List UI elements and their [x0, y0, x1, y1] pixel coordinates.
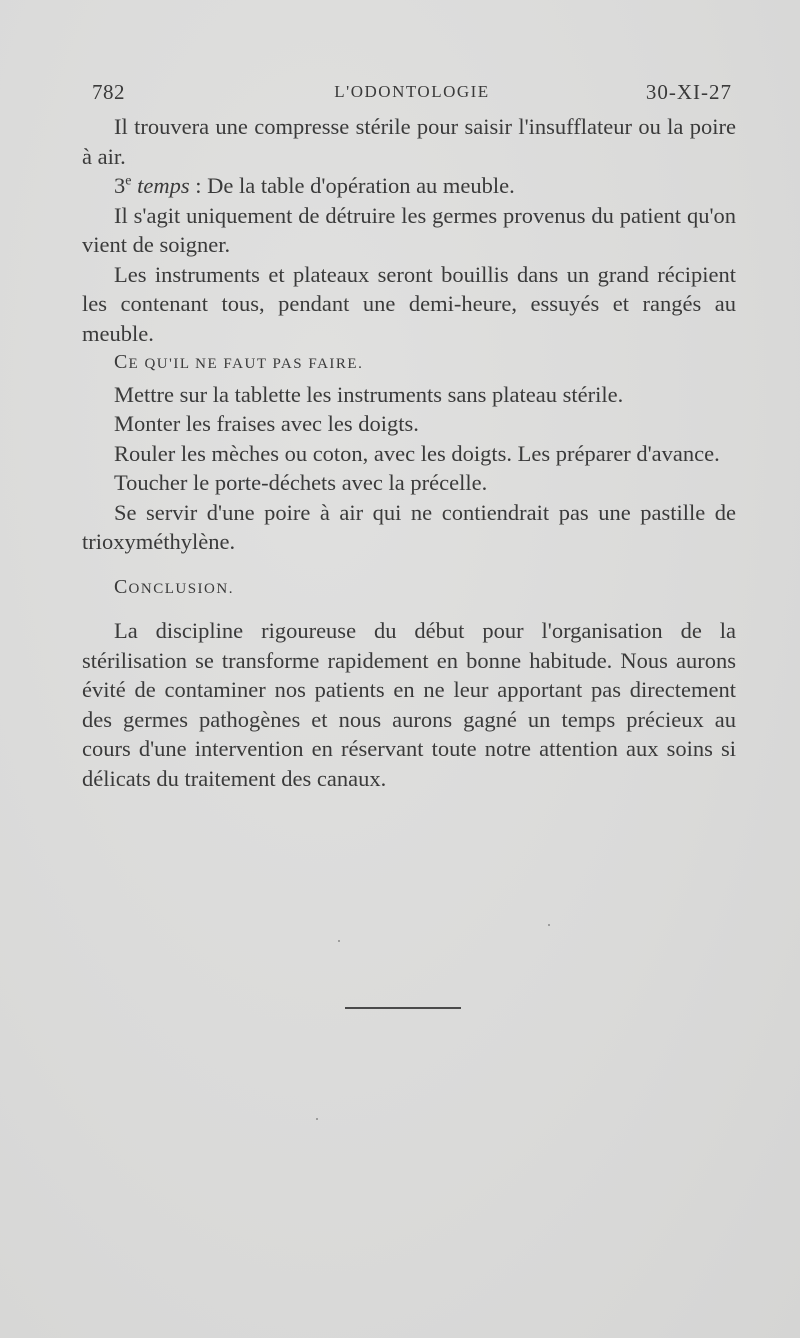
list-item: Monter les fraises avec les doigts. — [114, 411, 419, 436]
paper-speck — [316, 1118, 318, 1120]
running-head — [92, 80, 732, 110]
step-label: temps — [137, 173, 190, 198]
paragraph: Il s'agit uniquement de détruire les germes provenus du patient qu'on vient de soigner. — [82, 202, 736, 257]
section-heading-what-not-to-do: CE QU'IL NE FAUT PAS FAIRE. — [114, 351, 364, 373]
list-item: Mettre sur la tablette les instruments sans plateau stérile. — [114, 381, 624, 407]
journal-title: L'ODONTOLOGIE — [334, 82, 490, 101]
conclusion-paragraph: La discipline rigoureuse du début pour l'organisation de la stérilisation se transforme rapidement en bonne habitude. Nous aurons évité de contaminer nos patients en ne leur apportant pas directement des germes pathogènes et nous aurons gagné un temps précieux au cours d'une intervention en réservant toute notre attention aux soins si délicats du traitement des canaux. — [82, 618, 736, 791]
paragraph: Les instruments et plateaux seront bouillis dans un grand récipient les contenant tous, pendant une demi-heure, essuyés et rangés au meuble. — [82, 261, 736, 346]
issue-date: 30-XI-27 — [645, 80, 732, 104]
page-number: 782 — [92, 80, 125, 104]
list-item: Rouler les mèches ou coton, avec les doigts. Les préparer d'avance. — [114, 440, 720, 466]
paragraph: Il trouvera une compresse stérile pour saisir l'insufflateur ou la poire à air. — [82, 114, 736, 169]
paragraph-step-3 — [82, 171, 736, 201]
list-item: Toucher le porte-déchets avec la précelle. — [114, 470, 488, 495]
step-ordinal-suffix: e — [125, 173, 132, 189]
section-heading-conclusion: CONCLUSION. — [114, 575, 234, 598]
paper-speck — [548, 924, 550, 926]
step-ordinal: 3 — [114, 173, 126, 198]
end-rule — [345, 1007, 461, 1009]
paper-speck — [338, 940, 340, 942]
list-item: Se servir d'une poire à air qui ne contiendrait pas une pastille de trioxyméthylène. — [82, 499, 736, 554]
step-description: : De la table d'opération au meuble. — [189, 173, 515, 198]
body-text — [82, 112, 736, 793]
